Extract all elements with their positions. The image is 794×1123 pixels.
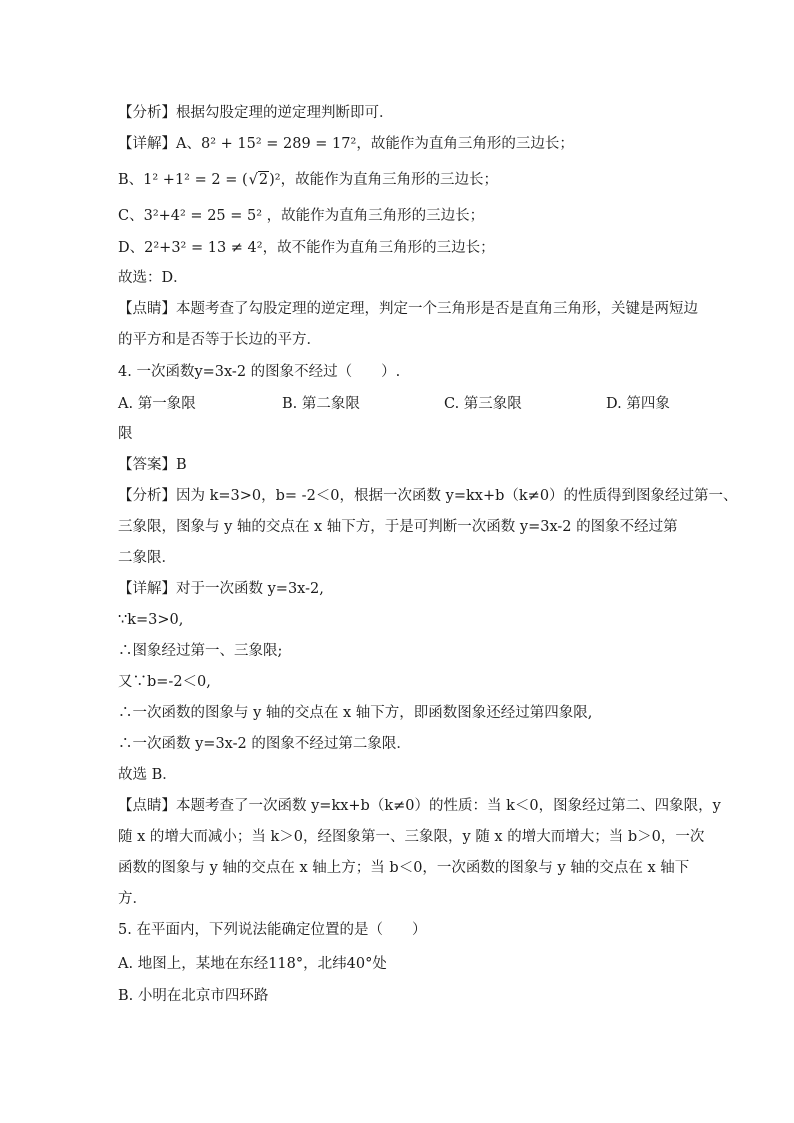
q4-option-c: C. 第三象限 bbox=[444, 396, 522, 412]
q3-choose: 故选：D． bbox=[118, 270, 188, 286]
q4-option-d: D. 第四象 bbox=[606, 396, 670, 412]
q4-detail-3: ∴图象经过第一、三象限; bbox=[118, 643, 283, 659]
q4-detail-1: 【详解】对于一次函数 y=3x-2, bbox=[118, 581, 324, 597]
q4-option-b: B. 第二象限 bbox=[282, 396, 360, 412]
q4-analysis-1: 【分析】因为 k=3>0，b= -2＜0，根据一次函数 y=kx+b（k≠0）的性质得到图象经过第一、 bbox=[118, 488, 738, 504]
q3-detail-a: 【详解】A、8² + 15² = 289 = 17²，故能作为直角三角形的三边长； bbox=[118, 136, 574, 152]
q4-detail-6: ∴一次函数 y=3x-2 的图象不经过第二象限． bbox=[118, 736, 411, 752]
sqrt-symbol: √2 bbox=[248, 172, 269, 188]
q4-question: 4. 一次函数y=3x-2 的图象不经过（ ）. bbox=[118, 364, 401, 380]
q3-detail-b-radicand: 2 bbox=[258, 172, 269, 188]
q3-analysis: 【分析】根据勾股定理的逆定理判断即可． bbox=[118, 105, 394, 121]
q3-detail-b-pre: B、1² +1² = 2 = ( bbox=[118, 172, 248, 188]
q3-detail-b-post: )²，故能作为直角三角形的三边长； bbox=[269, 172, 499, 188]
q4-option-a: A. 第一象限 bbox=[118, 396, 196, 412]
q4-choose: 故选 B． bbox=[118, 767, 177, 783]
q3-detail-c: C、3²+4² = 25 = 5² ，故能作为直角三角形的三边长； bbox=[118, 208, 485, 224]
q4-analysis-3: 二象限． bbox=[118, 550, 176, 566]
q5-option-b: B. 小明在北京市四环路 bbox=[118, 988, 269, 1004]
q4-comment-1: 【点睛】本题考查了一次函数 y=kx+b（k≠0）的性质：当 k＜0，图象经过第二、四象限，y bbox=[118, 798, 721, 814]
q4-analysis-2: 三象限，图象与 y 轴的交点在 x 轴下方，于是可判断一次函数 y=3x-2 的图象不经过第 bbox=[118, 519, 678, 535]
q4-comment-3: 函数的图象与 y 轴的交点在 x 轴上方；当 b＜0，一次函数的图象与 y 轴的交点在 x 轴下 bbox=[118, 860, 690, 876]
q4-comment-2: 随 x 的增大而减小；当 k＞0，经图象第一、三象限，y 随 x 的增大而增大；当 b＞0，一次 bbox=[118, 829, 705, 845]
q4-answer: 【答案】B bbox=[118, 457, 187, 473]
q3-comment-2: 的平方和是否等于长边的平方． bbox=[118, 332, 321, 348]
q3-comment-1: 【点睛】本题考查了勾股定理的逆定理，判定一个三角形是否是直角三角形，关键是两短边 bbox=[118, 301, 698, 317]
q5-option-a: A. 地图上，某地在东经118°，北纬40°处 bbox=[118, 956, 387, 972]
q4-comment-4: 方． bbox=[118, 891, 147, 907]
q4-option-wrap: 限 bbox=[118, 426, 133, 442]
q3-detail-d: D、2²+3² = 13 ≠ 4²，故不能作为直角三角形的三边长； bbox=[118, 240, 495, 256]
q4-detail-4: 又∵b=-2＜0, bbox=[118, 674, 211, 690]
q3-detail-b bbox=[118, 170, 498, 190]
q4-detail-2: ∵k=3>0, bbox=[118, 612, 184, 628]
q4-detail-5: ∴一次函数的图象与 y 轴的交点在 x 轴下方，即函数图象还经过第四象限, bbox=[118, 705, 593, 721]
q5-question: 5. 在平面内，下列说法能确定位置的是（ ） bbox=[118, 922, 427, 938]
